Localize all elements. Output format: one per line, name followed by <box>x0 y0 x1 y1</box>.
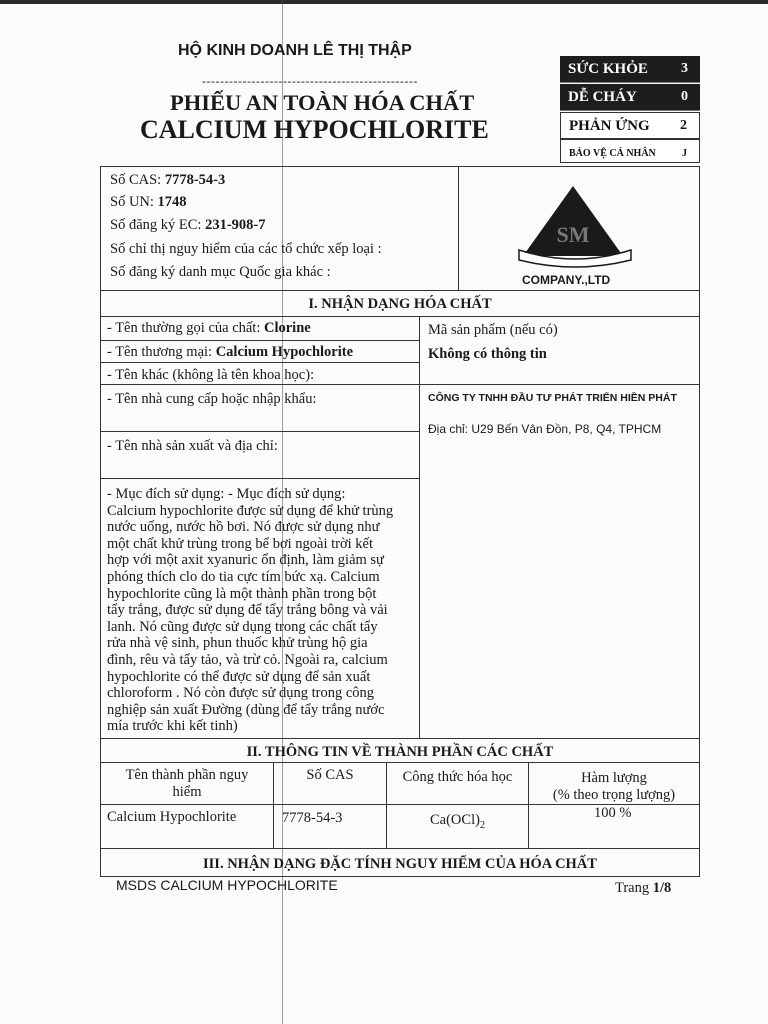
col-header-component: Tên thành phần nguy hiểm <box>125 767 249 800</box>
section-3-title: III. NHẬN DẠNG ĐẶC TÍNH NGUY HIỂM CỦA HÓA CHẤT <box>203 856 597 872</box>
manufacturer-label: - Tên nhà sản xuất và địa chỉ: <box>107 438 278 454</box>
component-formula: $Ca(OCl)_2$ <box>430 812 485 831</box>
cas-number: Số CAS: 7778-54-3 <box>110 172 226 188</box>
hazard-personal-protection: BẢO VỆ CÁ NHÂN J <box>560 139 700 163</box>
section-2-title: II. THÔNG TIN VỀ THÀNH PHẦN CÁC CHẤT <box>246 744 554 760</box>
business-name: HỘ KINH DOANH LÊ THỊ THẬP <box>178 42 412 59</box>
un-number: Số UN: 1748 <box>110 194 187 210</box>
product-code-value: Không có thông tin <box>428 346 547 362</box>
trade-name: - Tên thương mại: Calcium Hypochlorite <box>107 344 354 360</box>
header-dashes: ------------------------------------------------ <box>202 74 418 88</box>
scan-top-edge <box>0 0 768 4</box>
component-content: 100 % <box>594 805 632 821</box>
component-name: Calcium Hypochlorite <box>107 809 237 825</box>
product-code-label: Mã sản phẩm (nếu có) <box>428 322 558 338</box>
usage-paragraph: - Mục đích sử dụng: - Mục đích sử dụng: Calcium hypochlorite được sử dụng để khử trùng nước uống, nước hồ bơi. Nó được sử dụng như một chất khử trùng trong bể bơi ngoài trời kết hợp với một axit xyanuric ổn định, làm giảm sự phóng thích clo do tia cực tím bức xạ. Calcium hypochlorite cũng là một thành phần trong bột tẩy trắng, được sử dụng để tẩy trắng bông và vải lanh. Nó cũng được sử dụng trong các chất tẩy rửa nhà vệ sinh, phun thuốc khử trùng hộ gia đình, rêu và tẩy tảo, và trừ cỏ. Ngoài ra, calcium hypochlorite có thể được sử dụng để sản xuất chloroform . Nó còn được sử dụng trong công nghiệp sản xuất Đường (dùng để tẩy trắng nước mía trước khi kết tinh) <box>107 486 394 735</box>
other-name: - Tên khác (không là tên khoa học): <box>107 367 315 383</box>
page-number: Trang 1/8 <box>615 880 672 896</box>
chemical-title: CALCIUM HYPOCHLORITE <box>140 115 489 144</box>
hazard-indicator-number: Số chỉ thị nguy hiểm của các tổ chức xếp loại : <box>110 241 382 257</box>
company-logo <box>515 184 635 268</box>
national-registration: Số đăng ký danh mục Quốc gia khác : <box>110 264 331 280</box>
logo-company-text: COMPANY.,LTD <box>522 273 611 287</box>
hazard-health: SỨC KHỎE 3 <box>560 56 700 83</box>
component-cas: 7778-54-3 <box>282 810 343 826</box>
hazard-reactivity: PHẢN ỨNG 2 <box>560 112 700 139</box>
common-name: - Tên thường gọi của chất: Clorine <box>107 320 311 336</box>
supplier-company: CÔNG TY TNHH ĐẦU TƯ PHÁT TRIỂN HIỀN PHÁT <box>428 392 677 404</box>
hazard-flammability: DỄ CHÁY 0 <box>560 84 700 111</box>
col-header-content: Hàm lượng (% theo trọng lượng) <box>552 770 676 803</box>
supplier-address: Địa chỉ: U29 Bến Vân Đồn, P8, Q4, TPHCM <box>428 422 662 436</box>
col-header-formula: Công thức hóa học <box>402 769 513 785</box>
ec-number: Số đăng ký EC: 231-908-7 <box>110 217 266 233</box>
section-1-title: I. NHẬN DẠNG HÓA CHẤT <box>308 296 492 312</box>
col-header-cas: Số CAS <box>306 767 354 783</box>
page-title: PHIẾU AN TOÀN HÓA CHẤT <box>170 90 475 115</box>
logo-banner-text: CHEMICALS <box>541 248 613 259</box>
footer-doc-title: MSDS CALCIUM HYPOCHLORITE <box>116 877 338 893</box>
svg-text:SM: SM <box>556 222 590 247</box>
supplier-label: - Tên nhà cung cấp hoặc nhập khẩu: <box>107 391 317 407</box>
